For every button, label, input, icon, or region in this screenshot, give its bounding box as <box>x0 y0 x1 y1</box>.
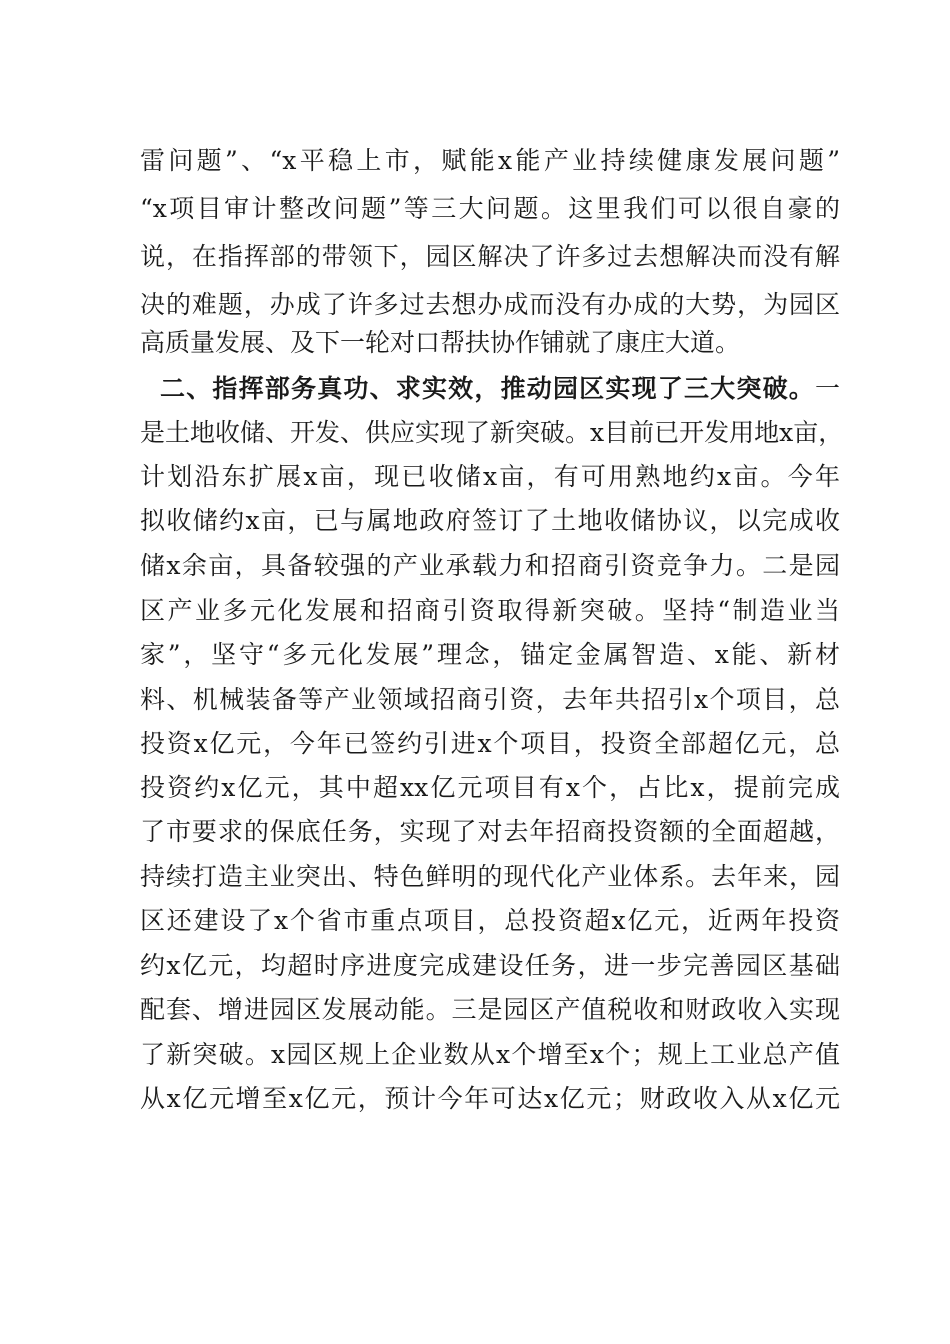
text-line: 储x余亩，具备较强的产业承载力和招商引资竞争力。二是园 <box>140 551 840 580</box>
text-line: 配套、增进园区发展动能。三是园区产值税收和财政收入实现 <box>140 995 840 1024</box>
text-line: 料、机械装备等产业领域招商引资，去年共招引x个项目，总 <box>140 685 840 714</box>
text-line: 约x亿元，均超时序进度完成建设任务，进一步完善园区基础 <box>140 951 840 980</box>
text-line: 雷问题”、“x平稳上市，赋能x能产业持续健康发展问题” <box>140 146 840 175</box>
text-line: 决的难题，办成了许多过去想办成而没有办成的大势，为园区 <box>140 290 840 319</box>
text-line: 持续打造主业突出、特色鲜明的现代化产业体系。去年来，园 <box>140 862 840 891</box>
text-line: 家”，坚守“多元化发展”理念，锚定金属智造、x能、新材 <box>140 640 840 669</box>
section-heading: 二、指挥部务真功、求实效，推动园区实现了三大突破。 <box>160 374 815 403</box>
text-line: 了新突破。x园区规上企业数从x个增至x个；规上工业总产值 <box>140 1040 840 1069</box>
text-line: “x项目审计整改问题”等三大问题。这里我们可以很自豪的 <box>140 194 840 223</box>
text-fragment: 一 <box>814 374 840 403</box>
text-line: 区产业多元化发展和招商引资取得新突破。坚持“制造业当 <box>140 596 840 625</box>
text-line: 投资x亿元，今年已签约引进x个项目，投资全部超亿元，总 <box>140 729 840 758</box>
text-line: 投资约x亿元，其中超xx亿元项目有x个，占比x，提前完成 <box>140 773 840 802</box>
text-line: 说，在指挥部的带领下，园区解决了许多过去想解决而没有解 <box>140 242 840 271</box>
text-line: 区还建设了x个省市重点项目，总投资超x亿元，近两年投资 <box>140 906 840 935</box>
text-line: 从x亿元增至x亿元，预计今年可达x亿元；财政收入从x亿元 <box>140 1084 840 1113</box>
section-heading-line <box>160 368 840 410</box>
text-line: 计划沿东扩展x亩，现已收储x亩，有可用熟地约x亩。今年 <box>140 462 840 491</box>
text-line: 拟收储约x亩，已与属地政府签订了土地收储协议，以完成收 <box>140 506 840 535</box>
text-line: 是土地收储、开发、供应实现了新突破。x目前已开发用地x亩， <box>140 418 844 447</box>
text-line: 高质量发展、及下一轮对口帮扶协作铺就了康庄大道。 <box>140 328 741 357</box>
text-line: 了市要求的保底任务，实现了对去年招商投资额的全面超越， <box>140 817 840 846</box>
